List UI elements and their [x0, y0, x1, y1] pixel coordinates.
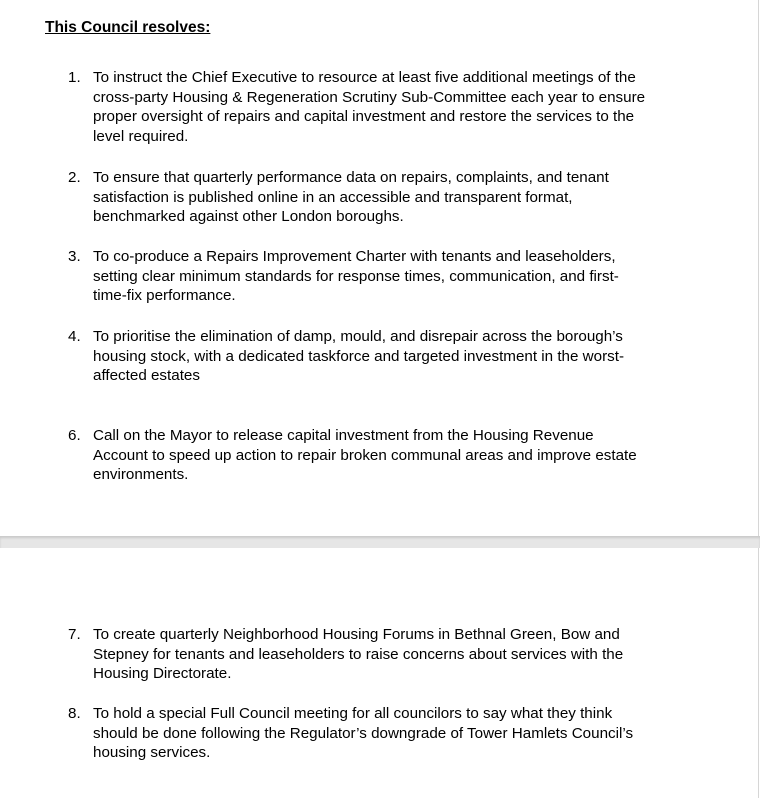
item-number: 8.	[68, 705, 81, 722]
item-line: level required.	[93, 127, 189, 145]
resolution-item-1	[68, 68, 708, 146]
item-number: 6.	[68, 427, 81, 444]
item-line: housing stock, with a dedicated taskforce and targeted investment in the worst-	[93, 347, 625, 365]
item-number: 4.	[68, 328, 81, 345]
item-line: To hold a special Full Council meeting for all councilors to say what they think	[93, 705, 613, 722]
item-line: should be done following the Regulator’s downgrade of Tower Hamlets Council’s	[93, 724, 634, 742]
resolution-item-8	[68, 704, 708, 763]
item-line: housing services.	[93, 744, 211, 762]
item-line: proper oversight of repairs and capital investment and restore the services to the	[93, 108, 635, 126]
resolution-item-3	[68, 247, 708, 306]
resolution-item-2	[68, 168, 708, 227]
item-line: cross-party Housing & Regeneration Scrutiny Sub-Committee each year to ensure	[93, 88, 646, 106]
item-line: benchmarked against other London boroughs.	[93, 208, 404, 226]
item-number: 1.	[68, 69, 81, 86]
item-line: setting clear minimum standards for response times, communication, and first-	[93, 267, 619, 285]
item-line: To prioritise the elimination of damp, mould, and disrepair across the borough’s	[93, 328, 623, 345]
item-number: 7.	[68, 626, 81, 643]
item-line: To create quarterly Neighborhood Housing Forums in Bethnal Green, Bow and	[93, 626, 620, 643]
item-line: time-fix performance.	[93, 287, 236, 305]
resolution-item-6	[68, 426, 708, 485]
item-line: Stepney for tenants and leaseholders to raise concerns about services with the	[93, 645, 624, 663]
resolution-item-4	[68, 327, 708, 386]
item-line: Call on the Mayor to release capital investment from the Housing Revenue	[93, 427, 594, 444]
resolution-heading: This Council resolves:	[45, 19, 211, 36]
page-separator	[0, 536, 760, 548]
item-line: Account to speed up action to repair broken communal areas and improve estate	[93, 446, 637, 464]
item-line: affected estates	[93, 367, 200, 385]
resolution-item-7	[68, 625, 708, 684]
item-line: To ensure that quarterly performance data on repairs, complaints, and tenant	[93, 169, 609, 186]
item-number: 2.	[68, 169, 81, 186]
item-line: To co-produce a Repairs Improvement Charter with tenants and leaseholders,	[93, 248, 616, 265]
item-line: To instruct the Chief Executive to resource at least five additional meetings of the	[93, 69, 636, 86]
item-line: Housing Directorate.	[93, 665, 232, 683]
page-2	[0, 548, 759, 798]
item-line: environments.	[93, 466, 189, 484]
item-line: satisfaction is published online in an accessible and transparent format,	[93, 188, 573, 206]
item-number: 3.	[68, 248, 81, 265]
